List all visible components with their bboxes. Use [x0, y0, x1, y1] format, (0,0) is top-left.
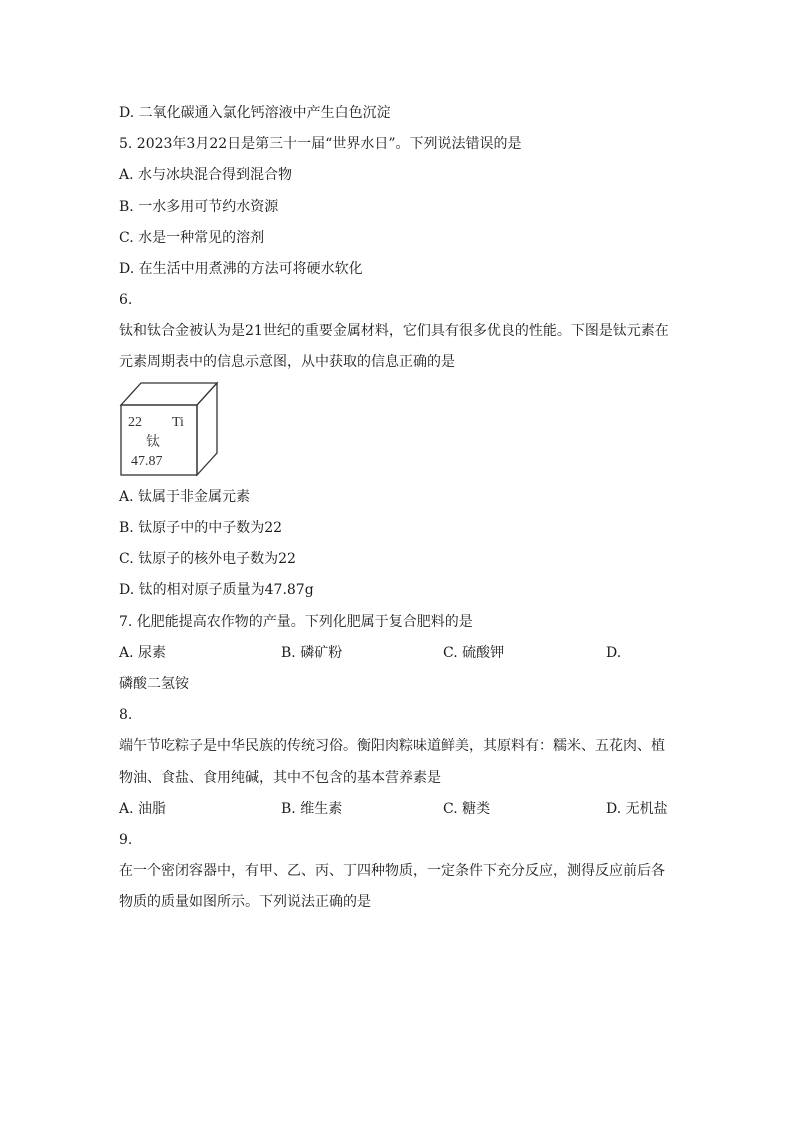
q6-option-a: A. 钛属于非金属元素: [119, 489, 251, 505]
q6-stem-line1: 钛和钛合金被认为是21世纪的重要金属材料，它们具有很多优良的性能。下图是钛元素在: [119, 323, 669, 339]
q8-option-a: A. 油脂: [119, 801, 167, 817]
q7-option-d-text: 磷酸二氢铵: [119, 676, 189, 692]
q6-option-d: D. 钛的相对原子质量为47.87g: [119, 582, 314, 598]
q7-stem: 7. 化肥能提高农作物的产量。下列化肥属于复合肥料的是: [119, 614, 473, 630]
q7-option-a: A. 尿素: [119, 645, 167, 661]
q9-stem-line2: 物质的质量如图所示。下列说法正确的是: [119, 894, 371, 910]
q9-number: 9.: [119, 832, 133, 848]
q6-option-c: C. 钛原子的核外电子数为22: [119, 551, 296, 567]
q5-option-d: D. 在生活中用煮沸的方法可将硬水软化: [119, 261, 363, 277]
q6-stem-line2: 元素周期表中的信息示意图，从中获取的信息正确的是: [119, 354, 455, 370]
q7-option-d: D.: [606, 645, 622, 661]
element-symbol: Ti: [172, 415, 184, 430]
q7-option-b: B. 磷矿粉: [281, 645, 343, 661]
q7-option-c: C. 硫酸钾: [443, 645, 505, 661]
q8-option-d: D. 无机盐: [606, 801, 668, 817]
element-name: 钛: [146, 435, 160, 450]
q5-option-b: B. 一水多用可节约水资源: [119, 199, 279, 215]
q5-option-a: A. 水与冰块混合得到混合物: [119, 167, 293, 183]
q4-option-d: D. 二氧化碳通入氯化钙溶液中产生白色沉淀: [119, 105, 391, 121]
q5-option-c: C. 水是一种常见的溶剂: [119, 230, 265, 246]
q9-stem-line1: 在一个密闭容器中，有甲、乙、丙、丁四种物质，一定条件下充分反应，测得反应前后各: [119, 863, 665, 879]
q6-number: 6.: [119, 292, 133, 308]
q8-stem-line1: 端午节吃粽子是中华民族的传统习俗。衡阳肉粽味道鲜美，其原料有：糯米、五花肉、植: [119, 738, 665, 754]
q8-option-c: C. 糖类: [443, 801, 491, 817]
q8-stem-line2: 物油、食盐、食用纯碱，其中不包含的基本营养素是: [119, 770, 441, 786]
titanium-element-card: [119, 381, 219, 477]
q8-option-b: B. 维生素: [281, 801, 343, 817]
q5-stem: 5. 2023年3月22日是第三十一届“世界水日”。下列说法错误的是: [119, 136, 522, 152]
q6-option-b: B. 钛原子中的中子数为22: [119, 520, 283, 536]
element-mass: 47.87: [131, 454, 163, 469]
q8-number: 8.: [119, 707, 133, 723]
element-atomic-number: 22: [128, 415, 142, 430]
